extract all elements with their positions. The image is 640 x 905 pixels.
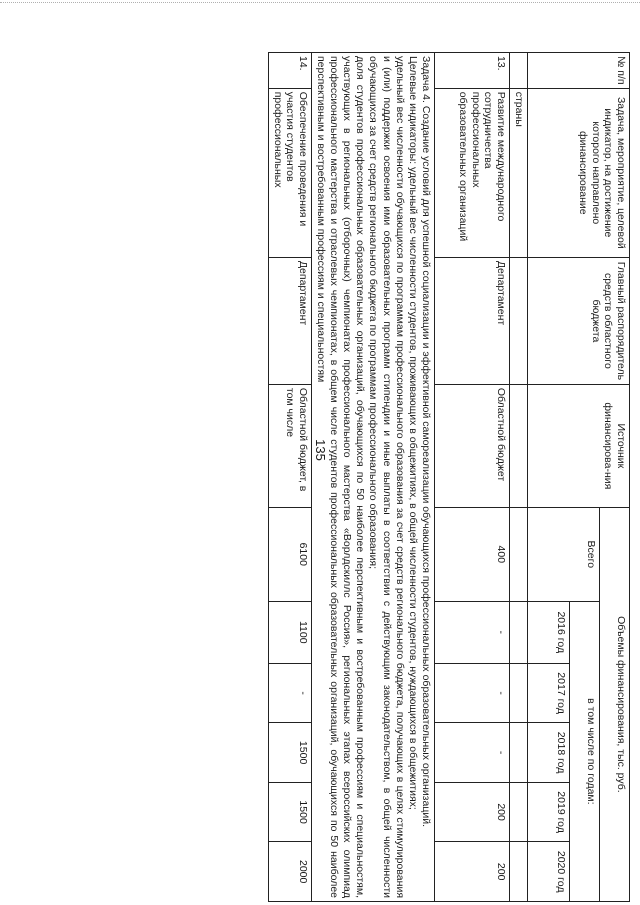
cell-empty: [510, 384, 528, 507]
row14-2016: 1100: [269, 601, 312, 663]
header-year-2019: 2019 год: [528, 782, 570, 842]
financing-table: [268, 52, 630, 902]
row14-2019: 1500: [269, 782, 312, 842]
header-total: Всего: [528, 507, 600, 601]
row13-total: 400: [435, 507, 510, 601]
task-4-indicators: Целевые индикаторы: удельный вес численности студентов, проживающих в общежитиях, в общей численности студентов, нуждающихся в общежитиях;: [406, 56, 419, 810]
row14-num: 14.: [269, 53, 312, 89]
header-year-2016: 2016 год: [528, 601, 570, 663]
row13-source: Областной бюджет: [435, 384, 510, 507]
row13-2020: 200: [435, 842, 510, 902]
task-4-indicator-3: доля студентов профессиональных образовательных организаций, обучающихся по 50 наиболее перспективным и востребованным профессиям и специальностям, участвующих в региональных (отборочных) чемпионатах профессионального мастерства «Ворлдскиллс Россия», региональных этапах всероссийских олимпиад профессионального мастерства и отраслевых чемпионатах, в общем числе студентов профессиональных образовательных организаций, обучающихся по 50 наиболее перспективным и востребованным профессиям и специальностям: [315, 56, 367, 898]
cell-empty: [510, 663, 528, 723]
header-source: Источник финансирова-ния: [528, 384, 630, 507]
row13-num: 13.: [435, 53, 510, 89]
cell-empty: [510, 842, 528, 902]
table-row-14: [269, 53, 312, 902]
cell-empty: [510, 782, 528, 842]
row13-2018: -: [435, 723, 510, 783]
scan-edge-dots: [0, 2, 640, 7]
cell-empty: [510, 507, 528, 601]
task-4-block: [311, 53, 434, 902]
header-row-1: [600, 53, 630, 902]
table-row-13: [435, 53, 510, 902]
row13-manager: Департамент: [435, 257, 510, 384]
header-year-2020: 2020 год: [528, 842, 570, 902]
row14-manager: Департамент: [269, 257, 312, 384]
header-manager: Главный распорядитель средств областного бюджета: [528, 257, 630, 384]
row14-source: Областной бюджет, в том числе: [269, 384, 312, 507]
rotated-table-page: [115, 52, 630, 902]
row14-2020: 2000: [269, 842, 312, 902]
task-4-title: Задача 4. Создание условий для успешной социализации и эффективной самореализации обучающихся профессиональных образовательных организаций.: [420, 56, 432, 827]
cell-empty: [510, 601, 528, 663]
row13-2016: -: [435, 601, 510, 663]
header-year-2017: 2017 год: [528, 663, 570, 723]
row13-task: Развитие международного сотрудничества профессиональных образовательных организаций: [435, 88, 510, 257]
cell-empty: [510, 257, 528, 384]
row14-2018: 1500: [269, 723, 312, 783]
header-year-2018: 2018 год: [528, 723, 570, 783]
header-num: № п/п: [528, 53, 630, 89]
row13-2019: 200: [435, 782, 510, 842]
row14-2017: -: [269, 663, 312, 723]
task-4-indicator-2: удельный вес численности обучающихся по программам профессионального образования за счет средств регионального бюджета, получающих в целях стимулирования и (или) поддержки освоения ими образовательных программ стипендии и иные выплаты в соответствии с действующим законодательством, в общей численности обучающихся за счет средств регионального бюджета по программам профессионального образования;: [367, 56, 406, 898]
header-volumes: Объемы финансирования, тыс. руб.: [600, 507, 630, 901]
row13-2017: -: [435, 663, 510, 723]
continuation-row: [510, 53, 528, 902]
header-including: в том числе по годам:: [570, 601, 600, 901]
page-number: 135: [313, 439, 328, 461]
row14-task: Обеспечение проведения и участия студентов профессиональных: [269, 88, 312, 257]
cell-empty: [510, 723, 528, 783]
task-4-row: [311, 53, 434, 902]
cell-task-continuation: страны: [510, 88, 528, 257]
row14-total: 6100: [269, 507, 312, 601]
header-task: Задача, мероприятие, целевой индикатор, на достижение которого направлено финансирование: [528, 88, 630, 257]
cell-empty: [510, 53, 528, 89]
